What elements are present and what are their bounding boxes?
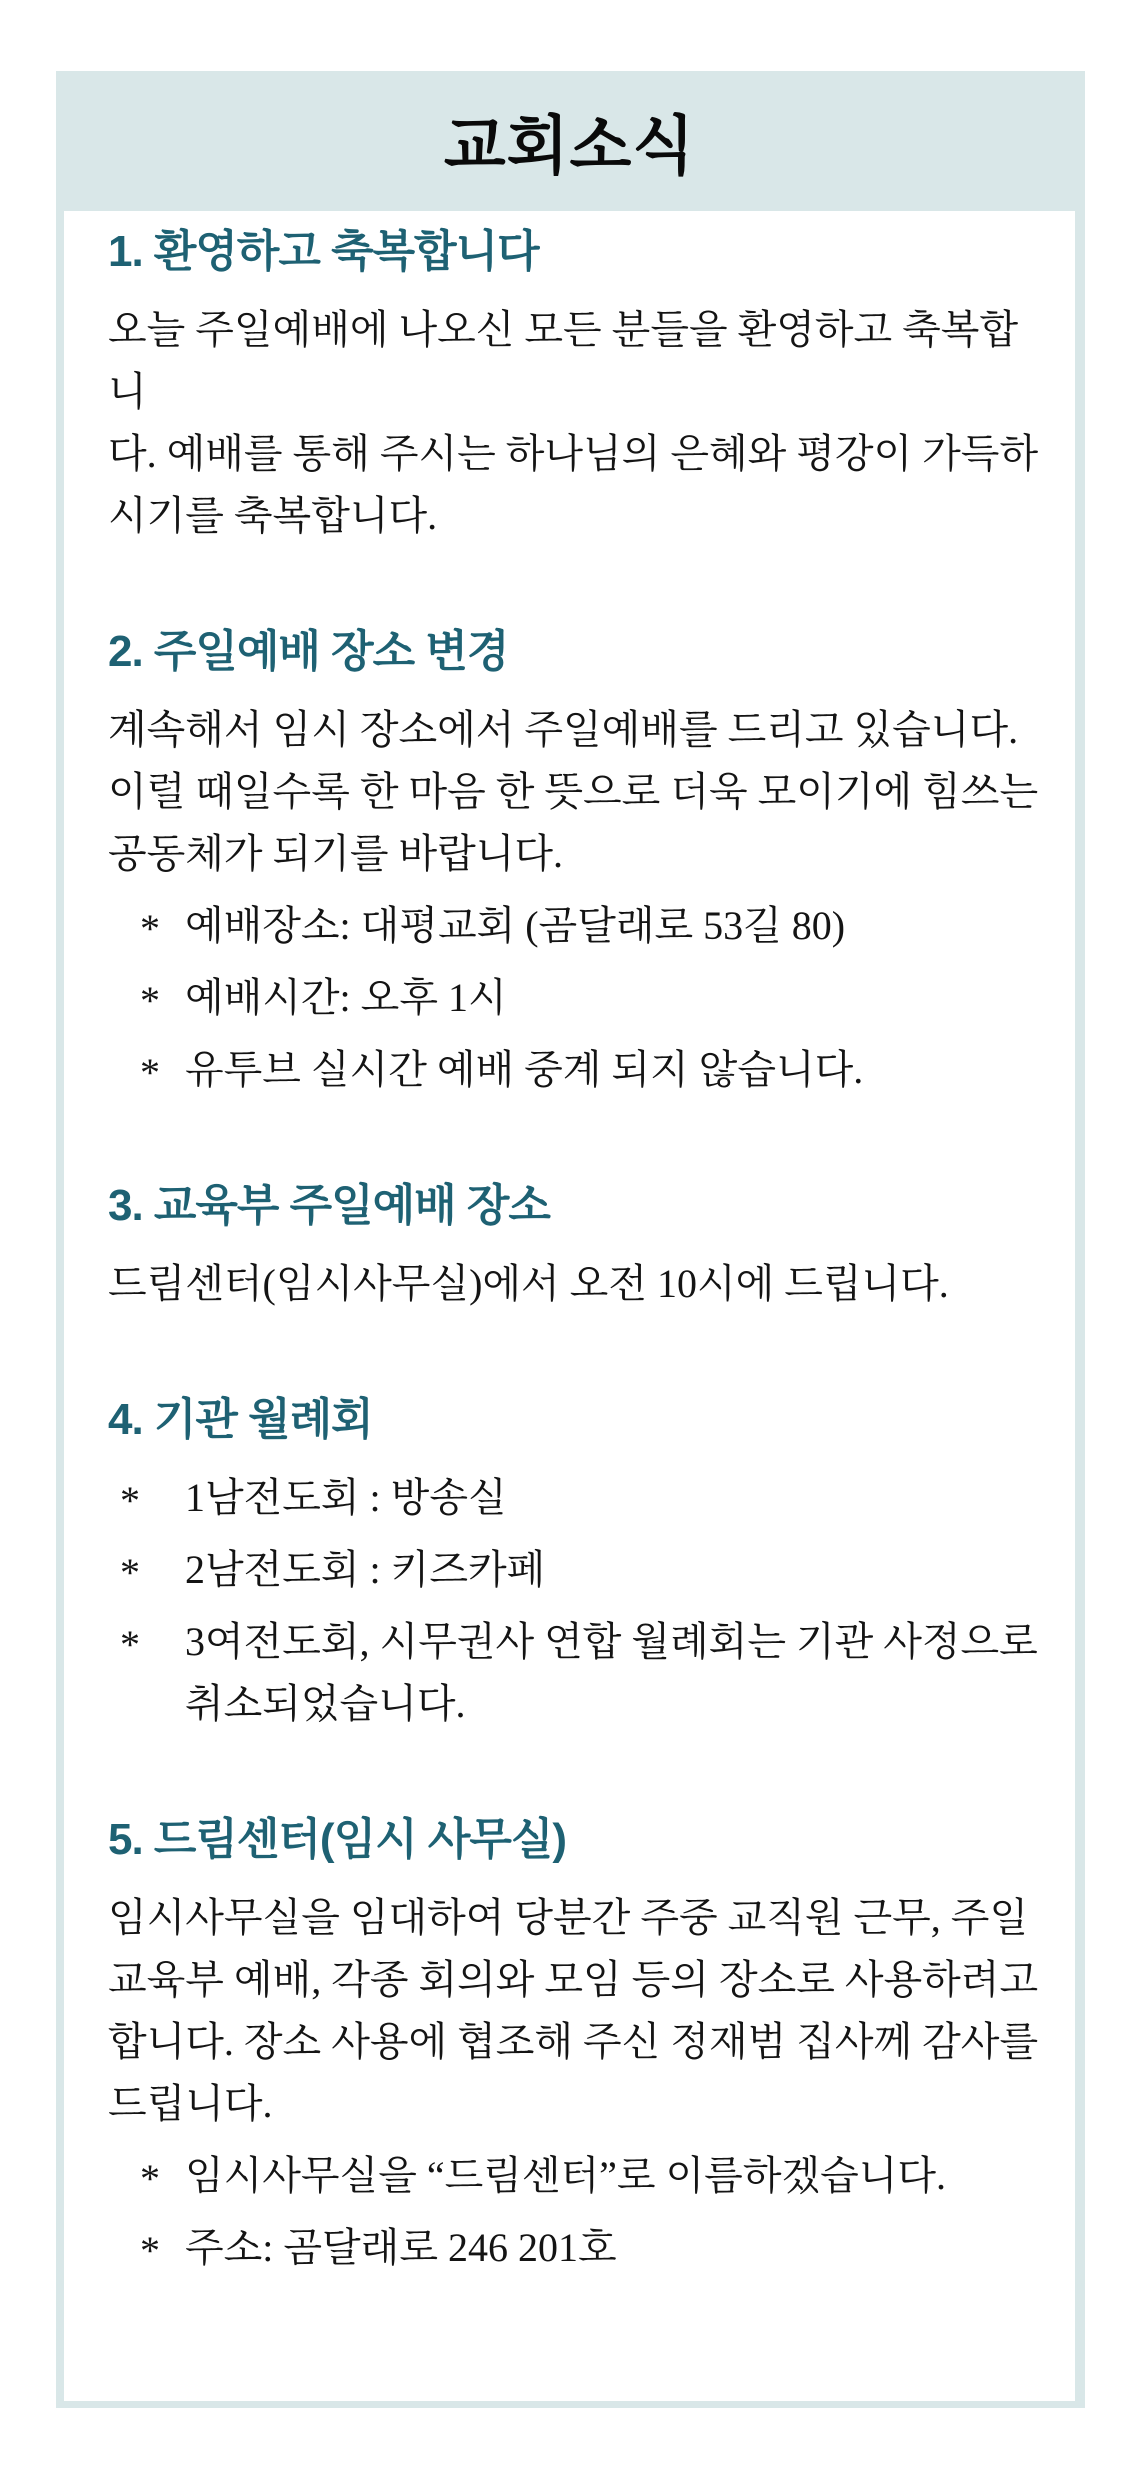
bullet-text-line: 예배시간: 오후 1시 — [185, 975, 507, 1020]
asterisk-bullet-marker: * — [140, 906, 160, 951]
bullet-item — [108, 1539, 1039, 1601]
bullet-item — [108, 967, 1039, 1029]
bullet-text — [185, 967, 1039, 1029]
section-heading: 3. 교육부 주일예배 장소 — [108, 1181, 550, 1230]
bullet-text-line: 유투브 실시간 예배 중계 되지 않습니다. — [185, 1047, 864, 1092]
bullet-text-line: 취소되었습니다. — [185, 1681, 466, 1726]
asterisk-bullet-marker: * — [140, 978, 160, 1023]
bullet-text — [185, 1611, 1039, 1735]
bullet-item — [108, 895, 1039, 957]
bullet-text-line: 임시사무실을 “드림센터”로 이름하겠습니다. — [185, 2153, 947, 2198]
bullet-text-line: 2남전도회 : 키즈카페 — [185, 1547, 546, 1592]
news-section — [108, 627, 1039, 1101]
paragraph-line: 공동체가 되기를 바랍니다. — [108, 831, 564, 876]
content-panel — [64, 211, 1075, 2401]
bullet-text-line: 1남전도회 : 방송실 — [185, 1475, 507, 1520]
bullet-list — [108, 2145, 1039, 2279]
bullet-item — [108, 2217, 1039, 2279]
asterisk-bullet-marker: * — [120, 1478, 140, 1523]
section-heading: 4. 기관 월례회 — [108, 1395, 373, 1444]
section-heading: 2. 주일예배 장소 변경 — [108, 627, 509, 676]
bullet-text — [185, 895, 1039, 957]
card-header — [64, 71, 1075, 211]
bullet-text — [185, 1467, 1039, 1529]
page-title: 교회소식 — [443, 110, 696, 182]
paragraph-line: 교육부 예배, 각종 회의와 모임 등의 장소로 사용하려고 — [108, 1957, 1039, 2002]
bullet-list — [108, 1467, 1039, 1735]
news-section — [108, 1181, 1039, 1315]
sections-container — [108, 227, 1039, 2279]
paragraph-line: 드림센터(임시사무실)에서 오전 10시에 드립니다. — [108, 1261, 949, 1306]
paragraph-line: 시기를 축복합니다. — [108, 493, 438, 538]
paragraph-line: 임시사무실을 임대하여 당분간 주중 교직원 근무, 주일 — [108, 1895, 1029, 1940]
section-heading: 5. 드림센터(임시 사무실) — [108, 1815, 566, 1864]
paragraph-line: 이럴 때일수록 한 마음 한 뜻으로 더욱 모이기에 힘쓰는 — [108, 769, 1039, 814]
paragraph-line: 오늘 주일예배에 나오신 모든 분들을 환영하고 축복합니 — [108, 307, 1019, 414]
bullet-item — [108, 2145, 1039, 2207]
bullet-text-line: 주소: 곰달래로 246 201호 — [185, 2225, 617, 2270]
news-section — [108, 227, 1039, 547]
bullet-item — [108, 1467, 1039, 1529]
asterisk-bullet-marker: * — [140, 1050, 160, 1095]
bullet-item — [108, 1611, 1039, 1735]
paragraph-line: 다. 예배를 통해 주시는 하나님의 은혜와 평강이 가득하 — [108, 431, 1039, 476]
bullet-text-line: 예배장소: 대평교회 (곰달래로 53길 80) — [185, 903, 846, 948]
news-section — [108, 1815, 1039, 2279]
bullet-item — [108, 1039, 1039, 1101]
asterisk-bullet-marker: * — [140, 2156, 160, 2201]
paragraph-line: 드립니다. — [108, 2081, 273, 2126]
bullet-text — [185, 2145, 1039, 2207]
section-heading: 1. 환영하고 축복합니다 — [108, 227, 539, 276]
asterisk-bullet-marker: * — [120, 1550, 140, 1595]
asterisk-bullet-marker: * — [140, 2228, 160, 2273]
bullet-text — [185, 1539, 1039, 1601]
bullet-text — [185, 2217, 1039, 2279]
news-card — [56, 71, 1085, 2408]
bullet-text-line: 3여전도회, 시무권사 연합 월례회는 기관 사정으로 — [185, 1619, 1038, 1664]
bullet-text — [185, 1039, 1039, 1101]
bullet-list — [108, 895, 1039, 1101]
asterisk-bullet-marker: * — [120, 1622, 140, 1667]
paragraph-line: 계속해서 임시 장소에서 주일예배를 드리고 있습니다. — [108, 707, 1019, 752]
paragraph-line: 합니다. 장소 사용에 협조해 주신 정재범 집사께 감사를 — [108, 2019, 1039, 2064]
news-section — [108, 1395, 1039, 1735]
